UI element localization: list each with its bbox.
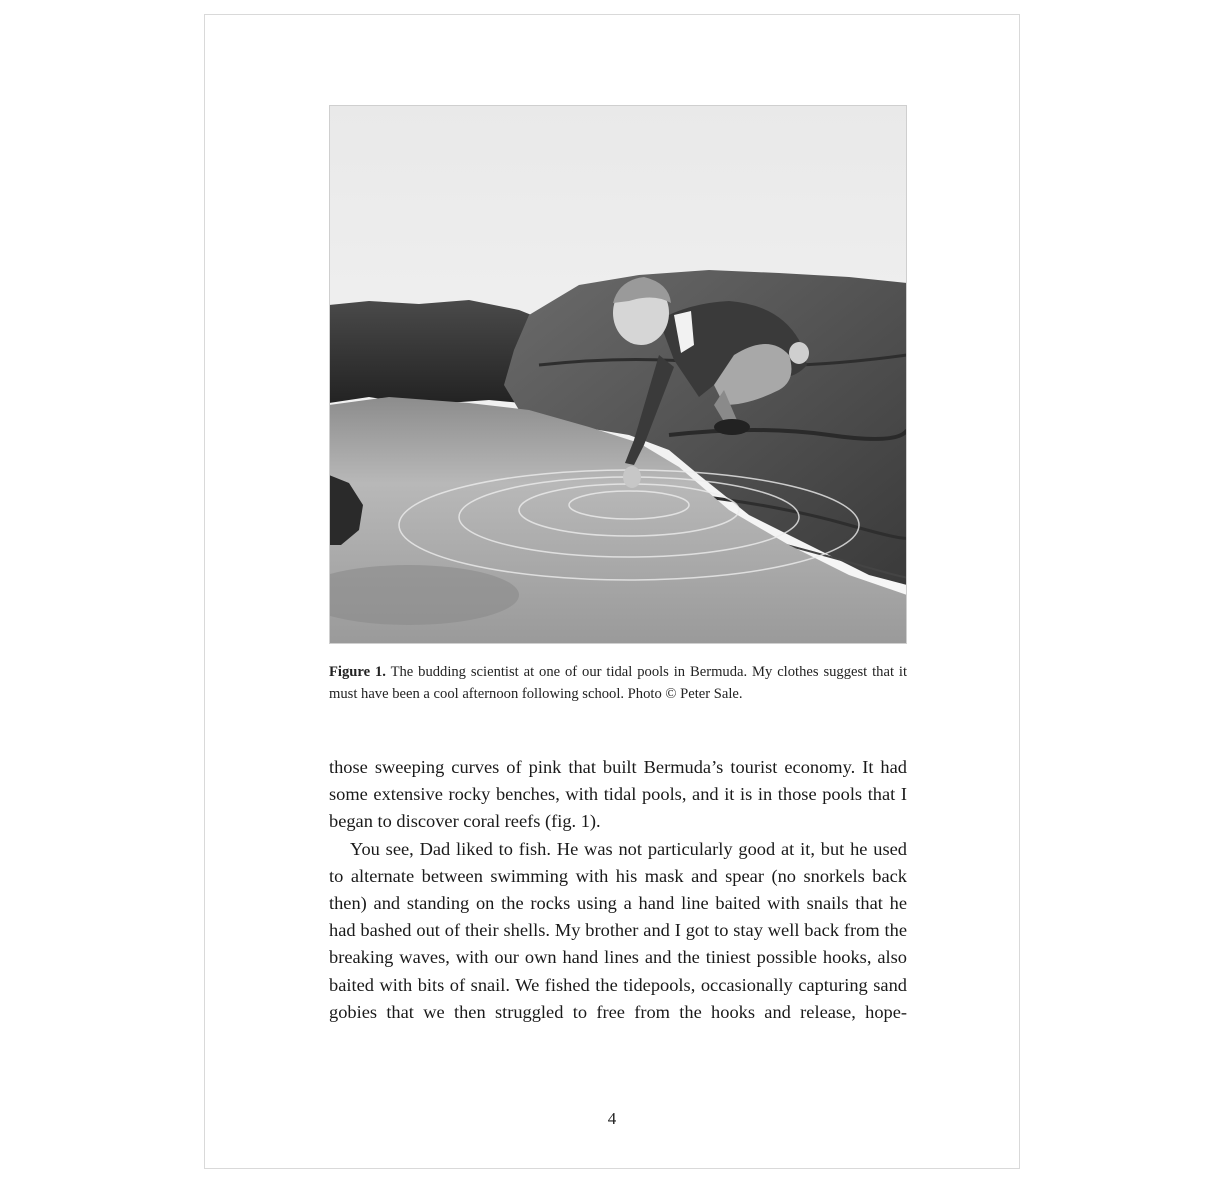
- page-number: 4: [607, 1109, 617, 1128]
- figure-label: Figure 1.: [329, 664, 386, 680]
- figure-caption-text: The budding scientist at one of our tidal pools in Bermuda. My clothes suggest that it must have been a cool afternoon following school. Photo © Peter Sale.: [329, 664, 908, 702]
- paragraph-2: You see, Dad liked to fish. He was not particularly good at it, but he used to alternate between swimming with his mask and spear (no snorkels back then) and standing on the rocks using a hand line baited with snails that he had bashed out of their shells. My brother and I got to stay well back from the breaking waves, with our own hand lines and the tiniest possible hooks, also baited with bits of snail. We fished the tidepools, occasionally capturing sand gobies that we then struggled to free from the hooks and release, hope-: [329, 838, 907, 1022]
- book-page: [204, 14, 1020, 1169]
- figure-caption: [329, 661, 907, 705]
- paragraph-1: those sweeping curves of pink that built Bermuda’s tourist economy. It had some extensive rocky benches, with tidal pools, and it is in those pools that I began to discover coral reefs (fig. 1).: [329, 757, 907, 832]
- body-text: [329, 754, 907, 1026]
- figure: [329, 105, 907, 705]
- tidepool-photo: [329, 105, 907, 644]
